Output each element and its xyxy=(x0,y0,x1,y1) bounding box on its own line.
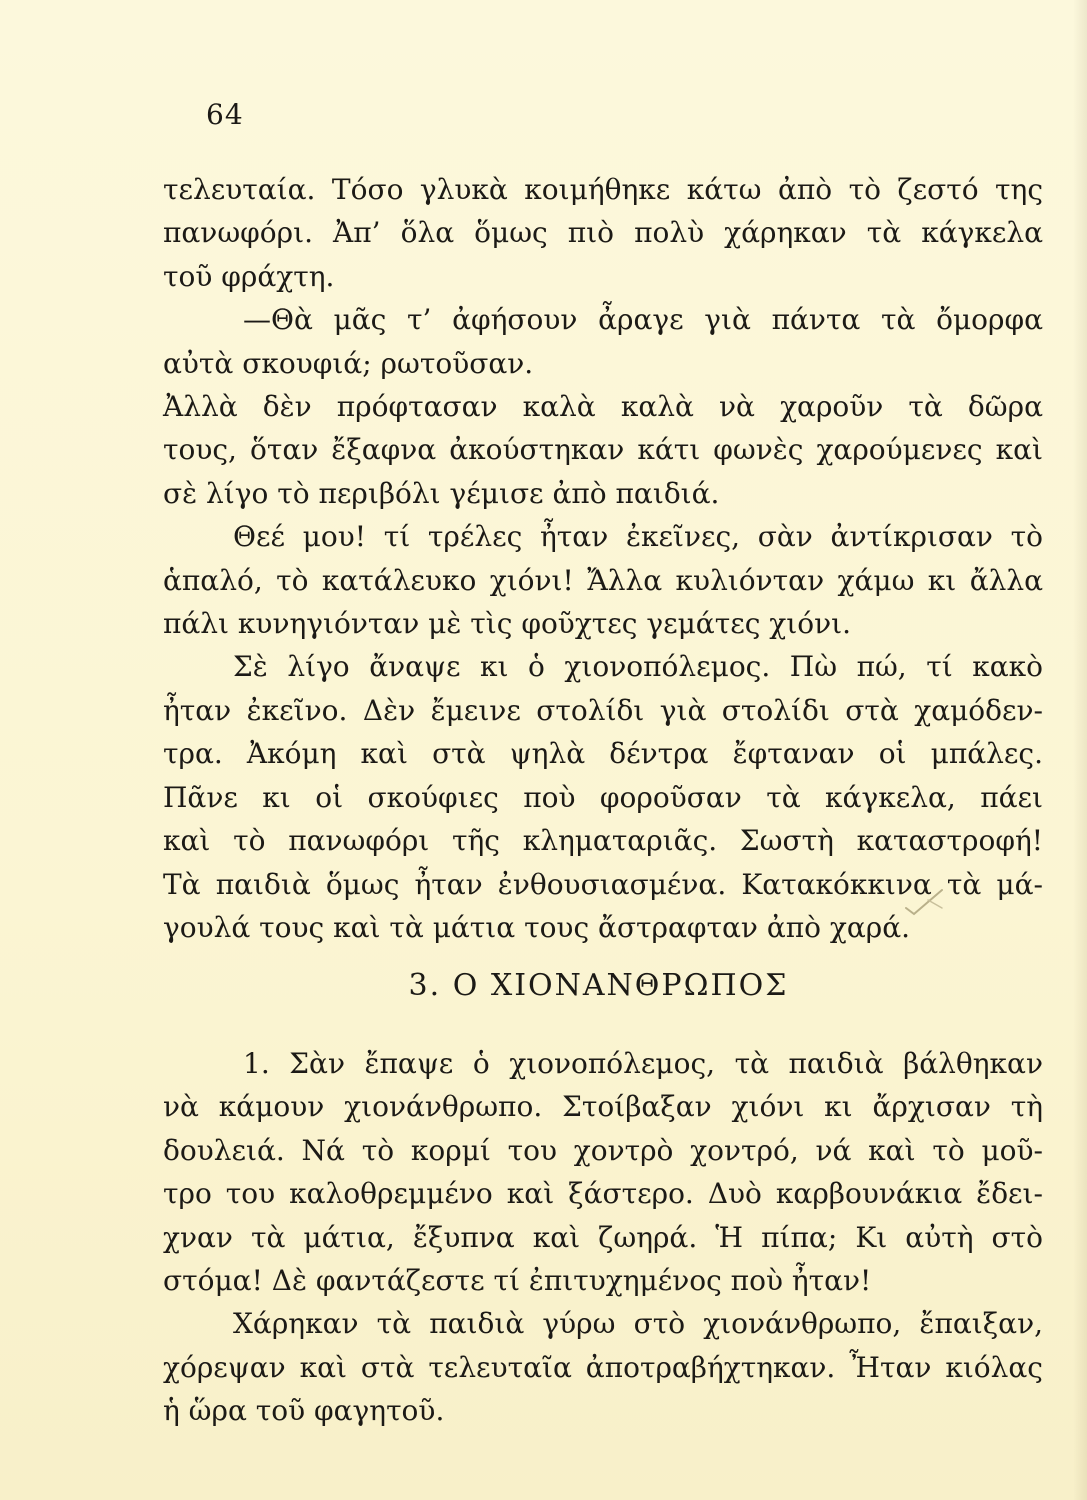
text-line: Πᾶνε κι οἱ σκούφιες ποὺ φοροῦσαν τὰ κάγκελα, πάει xyxy=(163,780,1043,814)
section-2-text xyxy=(163,1042,1043,1433)
section-heading: 3. Ο ΧΙΟΝΑΝΘΡΩΠΟΣ xyxy=(408,968,789,1003)
text-line: τρα. Ἀκόμη καὶ στὰ ψηλὰ δέντρα ἔφταναν οἱ μπάλες. xyxy=(163,737,1043,771)
text-line: πανωφόρι. Ἀπ’ ὅλα ὅμως πιὸ πολὺ χάρηκαν τὰ κάγκελα xyxy=(163,216,1043,250)
text-line: γουλά τους καὶ τὰ μάτια τους ἄστραφταν ἀπὸ χαρά. xyxy=(163,910,911,944)
text-line: Χάρηκαν τὰ παιδιὰ γύρω στὸ χιονάνθρωπο, ἔπαιξαν, xyxy=(233,1307,1043,1341)
text-line: Θεέ μου! τί τρέλες ἦταν ἐκεῖνες, σὰν ἀντίκρισαν τὸ xyxy=(233,520,1043,554)
page-edge-shadow xyxy=(1073,0,1087,1500)
text-line: τελευταία. Τόσο γλυκὰ κοιμήθηκε κάτω ἀπὸ τὸ ζεστό της xyxy=(163,173,1043,206)
text-line: χόρεψαν καὶ στὰ τελευταῖα ἀποτραβήχτηκαν. Ἦταν κιόλας xyxy=(163,1350,1043,1384)
text-line: Ἀλλὰ δὲν πρόφτασαν καλὰ καλὰ νὰ χαροῦν τὰ δῶρα xyxy=(163,390,1043,424)
text-line: τους, ὅταν ἔξαφνα ἀκούστηκαν κάτι φωνὲς χαρούμενες καὶ xyxy=(163,433,1043,467)
section-1-text xyxy=(163,168,1043,949)
text-line: χναν τὰ μάτια, ἔξυπνα καὶ ζωηρά. Ἡ πίπα; Κι αὐτὴ στὸ xyxy=(163,1220,1043,1254)
text-line: τρο του καλοθρεμμένο καὶ ξάστερο. Δυὸ καρβουνάκια ἔδει- xyxy=(163,1177,1043,1211)
text-line: τοῦ φράχτη. xyxy=(163,259,335,293)
text-line: νὰ κάμουν χιονάνθρωπο. Στοίβαξαν χιόνι κι ἄρχισαν τὴ xyxy=(163,1090,1043,1124)
text-line: πάλι κυνηγιόνταν μὲ τὶς φοῦχτες γεμάτες χιόνι. xyxy=(163,607,851,641)
text-line: σὲ λίγο τὸ περιβόλι γέμισε ἀπὸ παιδιά. xyxy=(163,476,720,510)
text-line: στόμα! Δὲ φαντάζεστε τί ἐπιτυχημένος ποὺ ἦταν! xyxy=(163,1264,872,1298)
pencil-check-mark xyxy=(902,886,948,916)
text-line: ἦταν ἐκεῖνο. Δὲν ἔμεινε στολίδι γιὰ στολίδι στὰ χαμόδεν- xyxy=(163,693,1043,727)
text-line: ἁπαλό, τὸ κατάλευκο χιόνι! Ἄλλα κυλιόνταν χάμω κι ἄλλα xyxy=(163,563,1043,597)
text-line: καὶ τὸ πανωφόρι τῆς κληματαριᾶς. Σωστὴ καταστροφή! xyxy=(163,824,1043,858)
text-line: αὐτὰ σκουφιά; ρωτοῦσαν. xyxy=(163,346,534,380)
text-line: —Θὰ μᾶς τ’ ἀφήσουν ἆραγε γιὰ πάντα τὰ ὄμορφα xyxy=(243,303,1043,337)
text-line: δουλειά. Νά τὸ κορμί του χοντρὸ χοντρό, νά καὶ τὸ μοῦ- xyxy=(163,1133,1043,1167)
text-line: 1. Σὰν ἔπαψε ὁ χιονοπόλεμος, τὰ παιδιὰ βάλθηκαν xyxy=(243,1047,1043,1080)
text-line: Σὲ λίγο ἄναψε κι ὁ χιονοπόλεμος. Πὼ πώ, τί κακὸ xyxy=(233,650,1043,684)
page-number: 64 xyxy=(206,98,244,131)
text-line: Τὰ παιδιὰ ὅμως ἦταν ἐνθουσιασμένα. Κατακόκκινα τὰ μά- xyxy=(163,867,1043,901)
text-line: ἡ ὥρα τοῦ φαγητοῦ. xyxy=(163,1394,445,1428)
